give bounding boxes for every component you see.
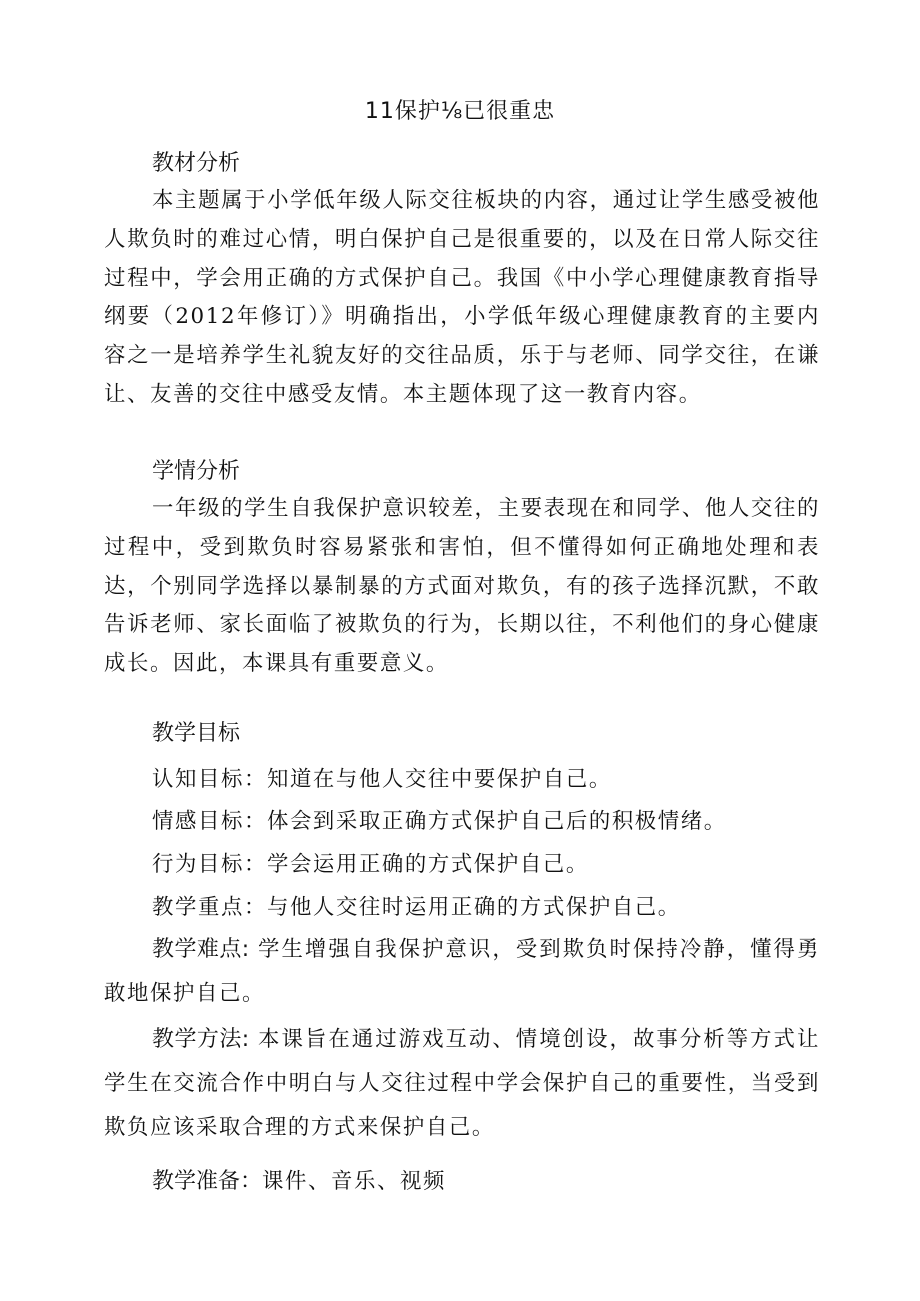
goal-cognitive: 认知目标：知道在与他人交往中要保护自己。 — [152, 767, 612, 792]
teaching-methods-label: 教学方法: — [152, 1027, 250, 1052]
teaching-methods-text: 本课旨在通过游戏互动、情境创设，故事分析等方式让学生在交流合作中明白与人交往过程中学会保护自己的重要性，当受到欺负应该采取合理的方式来保护自己。 — [104, 1027, 820, 1140]
teaching-preparation-label: 教学准备： — [152, 1169, 263, 1194]
teaching-preparation — [152, 1164, 446, 1195]
teaching-methods-block — [104, 1018, 820, 1150]
teaching-difficulty-text: 学生增强自我保护意识，受到欺负时保持冷静，懂得勇敢地保护自己。 — [104, 937, 820, 1006]
heading-textbook-analysis: 教材分析 — [152, 151, 241, 176]
heading-student-analysis: 学情分析 — [152, 459, 241, 484]
teaching-difficulty-block — [104, 928, 820, 1016]
teaching-key-point: 教学重点：与他人交往时运用正确的方式保护自己。 — [152, 895, 681, 920]
paragraph-student-analysis: 一年级的学生自我保护意识较差，主要表现在和同学、他人交往的过程中，受到欺负时容易紧张和害怕，但不懂得如何正确地处理和表达，个别同学选择以暴制暴的方式面对欺负，有的孩子选择沉默，不敢告诉老师、家长面临了被欺负的行为，长期以往，不利他们的身心健康成长。因此，本课具有重要意义。 — [104, 496, 820, 677]
document-title: 11保护⅛已很重忠 — [364, 99, 556, 124]
teaching-preparation-text: 课件、音乐、视频 — [262, 1169, 446, 1194]
heading-teaching-goals: 教学目标 — [152, 721, 241, 746]
goal-behavioral: 行为目标：学会运用正确的方式保护自己。 — [152, 852, 589, 877]
paragraph-textbook-analysis: 本主题属于小学低年级人际交往板块的内容，通过让学生感受被他人欺负时的难过心情，明白保护自己是很重要的，以及在日常人际交往过程中，学会用正确的方式保护自己。我国《中小学心理健康教育指导纲要（2012年修订）》明确指出，小学低年级心理健康教育的主要内容之一是培养学生礼貌友好的交往品质，乐于与老师、同学交往，在谦让、友善的交往中感受友情。本主题体现了这一教育内容。 — [104, 188, 820, 407]
teaching-difficulty-label: 教学难点: — [152, 937, 250, 962]
goal-emotional: 情感目标：体会到采取正确方式保护自己后的积极情绪。 — [152, 809, 727, 834]
